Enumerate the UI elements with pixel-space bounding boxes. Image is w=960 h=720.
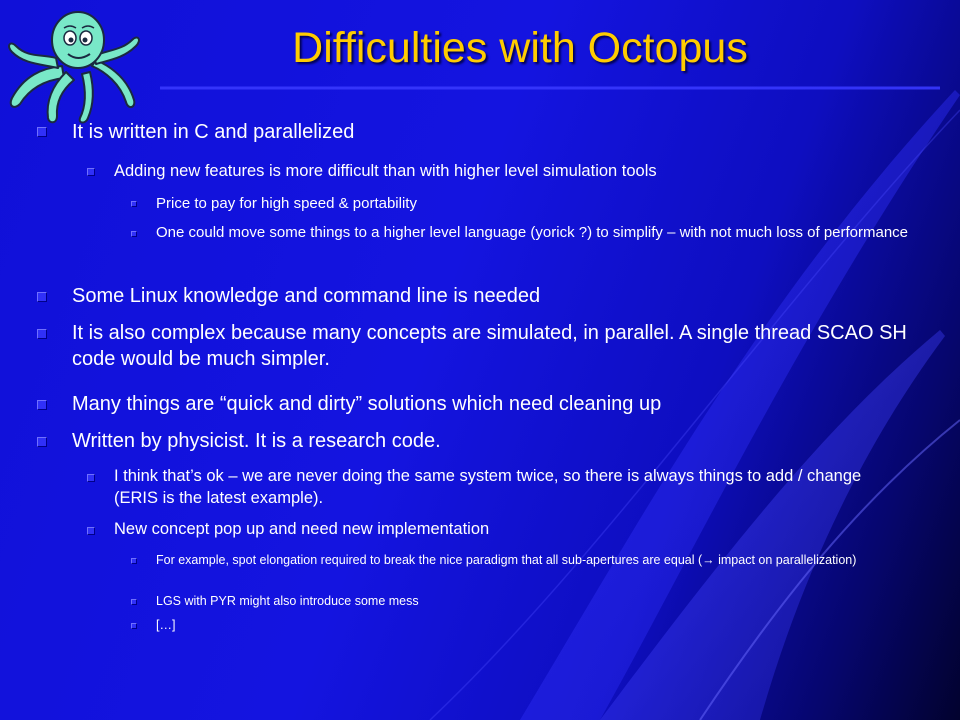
slide-title: Difficulties with Octopus	[292, 24, 748, 72]
list-item: One could move some things to a higher level language (yorick ?) to simplify – with not much loss of performance	[156, 224, 909, 241]
bullet-marker	[37, 400, 47, 410]
bullet-marker	[131, 231, 137, 237]
bullet-marker	[131, 201, 137, 207]
list-item: New concept pop up and need new implementation	[114, 520, 490, 538]
bullet-marker	[131, 558, 137, 564]
bullet-marker	[87, 474, 95, 482]
bullet-marker	[87, 168, 95, 176]
bullet-marker	[131, 623, 137, 629]
bullet-marker	[37, 292, 47, 302]
bullet-marker	[131, 599, 137, 605]
list-item: For example, spot elongation required to break the nice paradigm that all sub-apertures are equal (→ impact on parallelization)	[156, 553, 857, 567]
list-item: It is also complex because many concepts are simulated, in parallel. A single thread SCAO SH code would be much simpler.	[72, 322, 907, 370]
list-item: Written by physicist. It is a research code.	[72, 430, 441, 452]
list-item: Price to pay for high speed & portability	[156, 195, 417, 212]
list-item: It is written in C and parallelized	[72, 121, 355, 143]
list-item: Some Linux knowledge and command line is needed	[72, 285, 541, 307]
list-item: LGS with PYR might also introduce some mess	[156, 594, 419, 608]
list-item: […]	[156, 618, 176, 632]
bullet-marker	[87, 527, 95, 535]
bullet-marker	[37, 127, 47, 137]
bullet-marker	[37, 329, 47, 339]
list-item: I think that’s ok – we are never doing the same system twice, so there is always things to add / change (ERIS is the latest example).	[114, 467, 862, 507]
bullet-marker	[37, 437, 47, 447]
list-item: Adding new features is more difficult than with higher level simulation tools	[114, 162, 657, 180]
list-item: Many things are “quick and dirty” solutions which need cleaning up	[72, 393, 662, 415]
